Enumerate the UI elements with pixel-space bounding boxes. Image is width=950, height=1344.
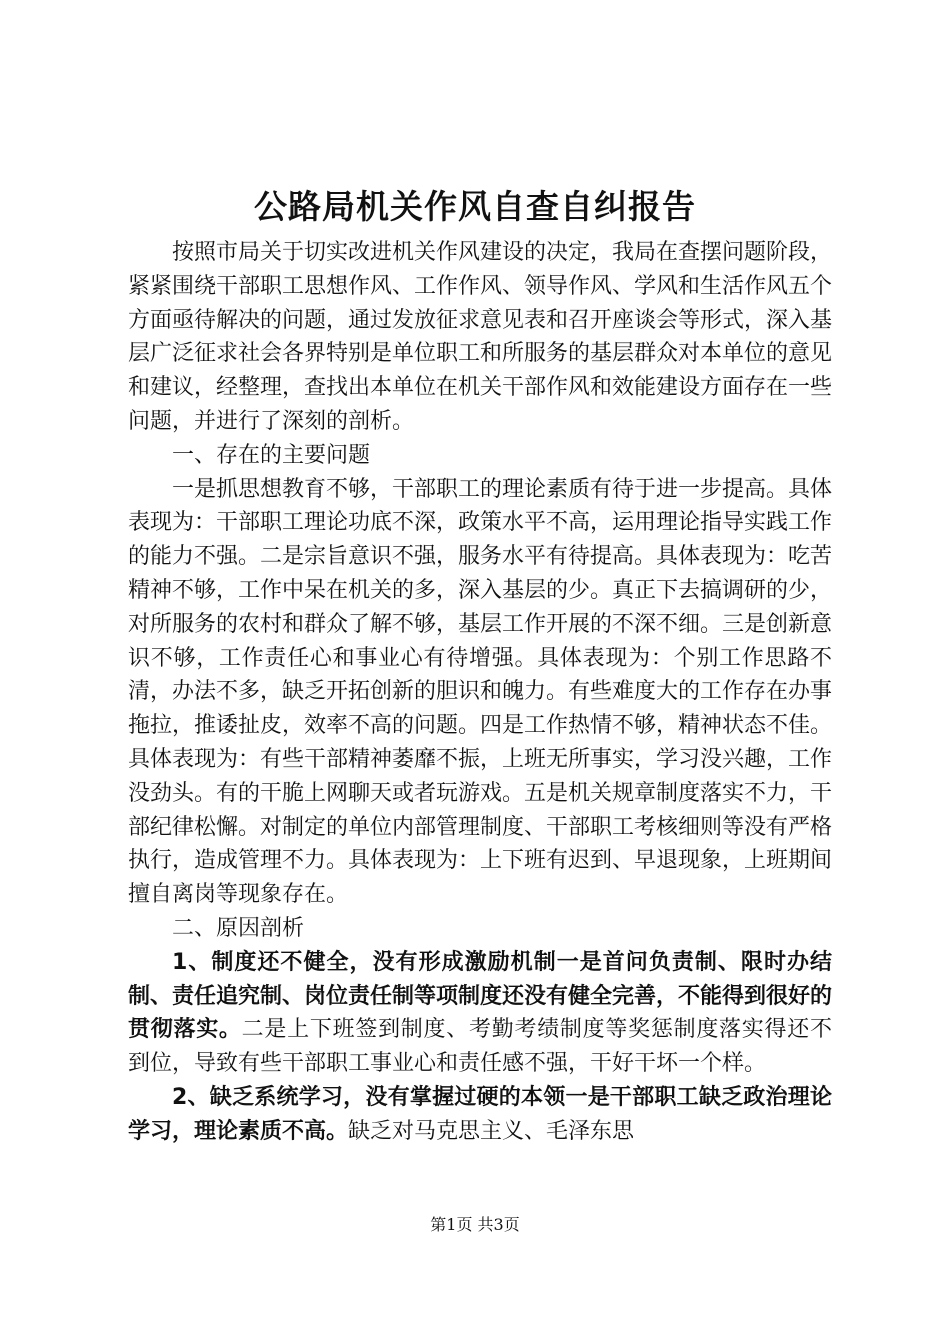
document-title: 公路局机关作风自查自纠报告 — [254, 187, 696, 226]
page-footer: 第1页 共3页 — [430, 1215, 520, 1234]
cause-item-2 — [128, 1081, 832, 1149]
cause-item-1 — [128, 946, 832, 1081]
cause-item-1-text: 二是上下班签到制度、考勤考绩制度等奖惩制度落实得还不到位，导致有些干部职工事业心和责任感不强，干好干坏一个样。 — [128, 1017, 832, 1077]
intro-paragraph: 按照市局关于切实改进机关作风建设的决定，我局在查摆问题阶段，紧紧围绕干部职工思想作风、工作作风、领导作风、学风和生活作风五个方面亟待解决的问题，通过发放征求意见表和召开座谈会等形式，深入基层广泛征求社会各界特别是单位职工和所服务的基层群众对本单位的意见和建议，经整理，查找出本单位在机关干部作风和效能建设方面存在一些问题，并进行了深刻的剖析。 — [128, 240, 833, 434]
section-heading-causes: 二、原因剖析 — [172, 915, 305, 941]
cause-item-2-text: 缺乏对马克思主义、毛泽东思 — [348, 1118, 635, 1144]
cause-item-2-lead: 2、缺乏系统学习，没有掌握过硬的本领一是干部职工缺乏政治理论学习，理论素质不高。 — [128, 1084, 832, 1144]
problems-paragraph: 一是抓思想教育不够，干部职工的理论素质有待于进一步提高。具体表现为：干部职工理论功底不深，政策水平不高，运用理论指导实践工作的能力不强。二是宗旨意识不强，服务水平有待提高。具体表现为：吃苦精神不够，工作中呆在机关的多，深入基层的少。真正下去搞调研的少，对所服务的农村和群众了解不够，基层工作开展的不深不细。三是创新意识不够，工作责任心和事业心有待增强。具体表现为：个别工作思路不清，办法不多，缺乏开拓创新的胆识和魄力。有些难度大的工作存在办事拖拉，推诿扯皮，效率不高的问题。四是工作热情不够，精神状态不佳。具体表现为：有些干部精神萎靡不振，上班无所事实，学习没兴趣，工作没劲头。有的干脆上网聊天或者玩游戏。五是机关规章制度落实不力，干部纪律松懈。对制定的单位内部管理制度、干部职工考核细则等没有严格执行，造成管理不力。具体表现为：上下班有迟到、早退现象，上班期间擅自离岗等现象存在。 — [128, 476, 833, 908]
section-heading-problems: 一、存在的主要问题 — [172, 442, 371, 468]
cause-item-1-lead: 1、制度还不健全，没有形成激励机制一是首问负责制、限时办结制、责任追究制、岗位责任制等项制度还没有健全完善，不能得到很好的贯彻落实。 — [128, 949, 833, 1043]
document-body — [128, 236, 832, 1149]
